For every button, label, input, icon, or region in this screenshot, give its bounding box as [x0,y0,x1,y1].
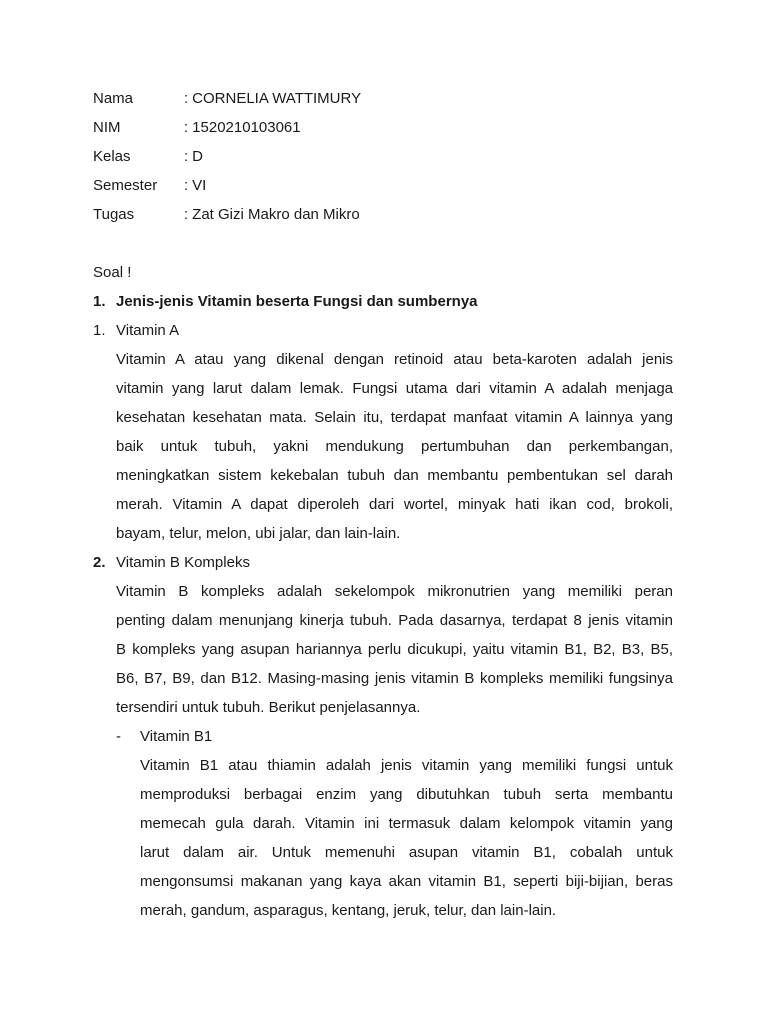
soal-label: Soal ! [93,264,132,281]
paragraph-line: vitamin yang larut dalam lemak. Fungsi utama dari vitamin A adalah menjaga [116,380,673,397]
section-heading [0,548,768,577]
section-number: 2. [93,554,106,571]
header-value: VI [192,177,207,194]
header-value-group [184,200,360,229]
header-label: Tugas [93,206,135,223]
header-separator: : [184,148,189,165]
paragraph-line: baik untuk tubuh, yakni mendukung pertumbuhan dan perkembangan, [116,438,673,455]
paragraph-line: memproduksi berbagai enzim yang dibutuhkan tubuh serta membantu [140,786,673,803]
list-bullet: - [116,728,121,745]
header-value: D [192,148,204,165]
header-info [0,84,768,229]
blank-line [0,229,768,258]
header-value-group [184,84,361,113]
section-heading [0,316,768,345]
section-vitamin-a [0,316,768,548]
paragraph [0,577,768,722]
header-value-group [184,113,301,142]
paragraph-line: meningkatkan sistem kekebalan tubuh dan membantu pembentukan sel darah [116,467,673,484]
subsection-vitamin-b1 [0,722,768,925]
header-row-tugas [0,200,768,229]
paragraph-line: penting dalam menunjang kinerja tubuh. Pada dasarnya, terdapat 8 jenis vitamin [116,612,673,629]
paragraph-line: Vitamin A atau yang dikenal dengan retinoid atau beta-karoten adalah jenis [116,351,673,368]
paragraph-line: bayam, telur, melon, ubi jalar, dan lain-lain. [116,525,401,542]
paragraph-line: Vitamin B1 atau thiamin adalah jenis vitamin yang memiliki fungsi untuk [140,757,673,774]
header-label: Nama [93,90,134,107]
paragraph-line: B kompleks yang asupan hariannya perlu dicukupi, yaitu vitamin B1, B2, B3, B5, [116,641,673,658]
soal-label-row [0,258,768,287]
header-value: Zat Gizi Makro dan Mikro [192,206,360,223]
header-label: NIM [93,119,121,136]
subsection-heading [0,722,768,751]
paragraph [0,751,768,925]
header-label: Semester [93,177,158,194]
header-value: CORNELIA WATTIMURY [192,90,362,107]
header-value-group [184,171,206,200]
subsection-title: Vitamin B1 [140,728,213,745]
header-row-nama [0,84,768,113]
document-page [0,84,768,925]
question-title: Jenis-jenis Vitamin beserta Fungsi dan sumbernya [116,293,478,310]
header-row-nim [0,113,768,142]
paragraph-line: memecah gula darah. Vitamin ini termasuk dalam kelompok vitamin yang [140,815,673,832]
paragraph-line: Vitamin B kompleks adalah sekelompok mikronutrien yang memiliki peran [116,583,673,600]
header-separator: : [184,177,189,194]
paragraph-line: merah. Vitamin A dapat diperoleh dari wortel, minyak hati ikan cod, brokoli, [116,496,673,513]
header-row-semester [0,171,768,200]
header-separator: : [184,90,189,107]
header-separator: : [184,119,189,136]
paragraph [0,345,768,548]
header-label: Kelas [93,148,131,165]
section-title: Vitamin A [116,322,180,339]
paragraph-line: tersendiri untuk tubuh. Berikut penjelasannya. [116,699,421,716]
paragraph-line: mengonsumsi makanan yang kaya akan vitamin B1, seperti biji-bijian, beras [140,873,673,890]
question-number: 1. [93,293,106,310]
section-number: 1. [93,322,106,339]
paragraph-line: merah, gandum, asparagus, kentang, jeruk, telur, dan lain-lain. [140,902,557,919]
paragraph-line: larut dalam air. Untuk memenuhi asupan vitamin B1, cobalah untuk [140,844,673,861]
header-value-group [184,142,203,171]
header-separator: : [184,206,189,223]
header-row-kelas [0,142,768,171]
question-heading [0,287,768,316]
header-value: 1520210103061 [192,119,301,136]
section-title: Vitamin B Kompleks [116,554,250,571]
paragraph-line: kesehatan kesehatan mata. Selain itu, terdapat manfaat vitamin A lainnya yang [116,409,673,426]
paragraph-line: B6, B7, B9, dan B12. Masing-masing jenis vitamin B kompleks memiliki fungsinya [116,670,673,687]
section-vitamin-b-kompleks [0,548,768,925]
